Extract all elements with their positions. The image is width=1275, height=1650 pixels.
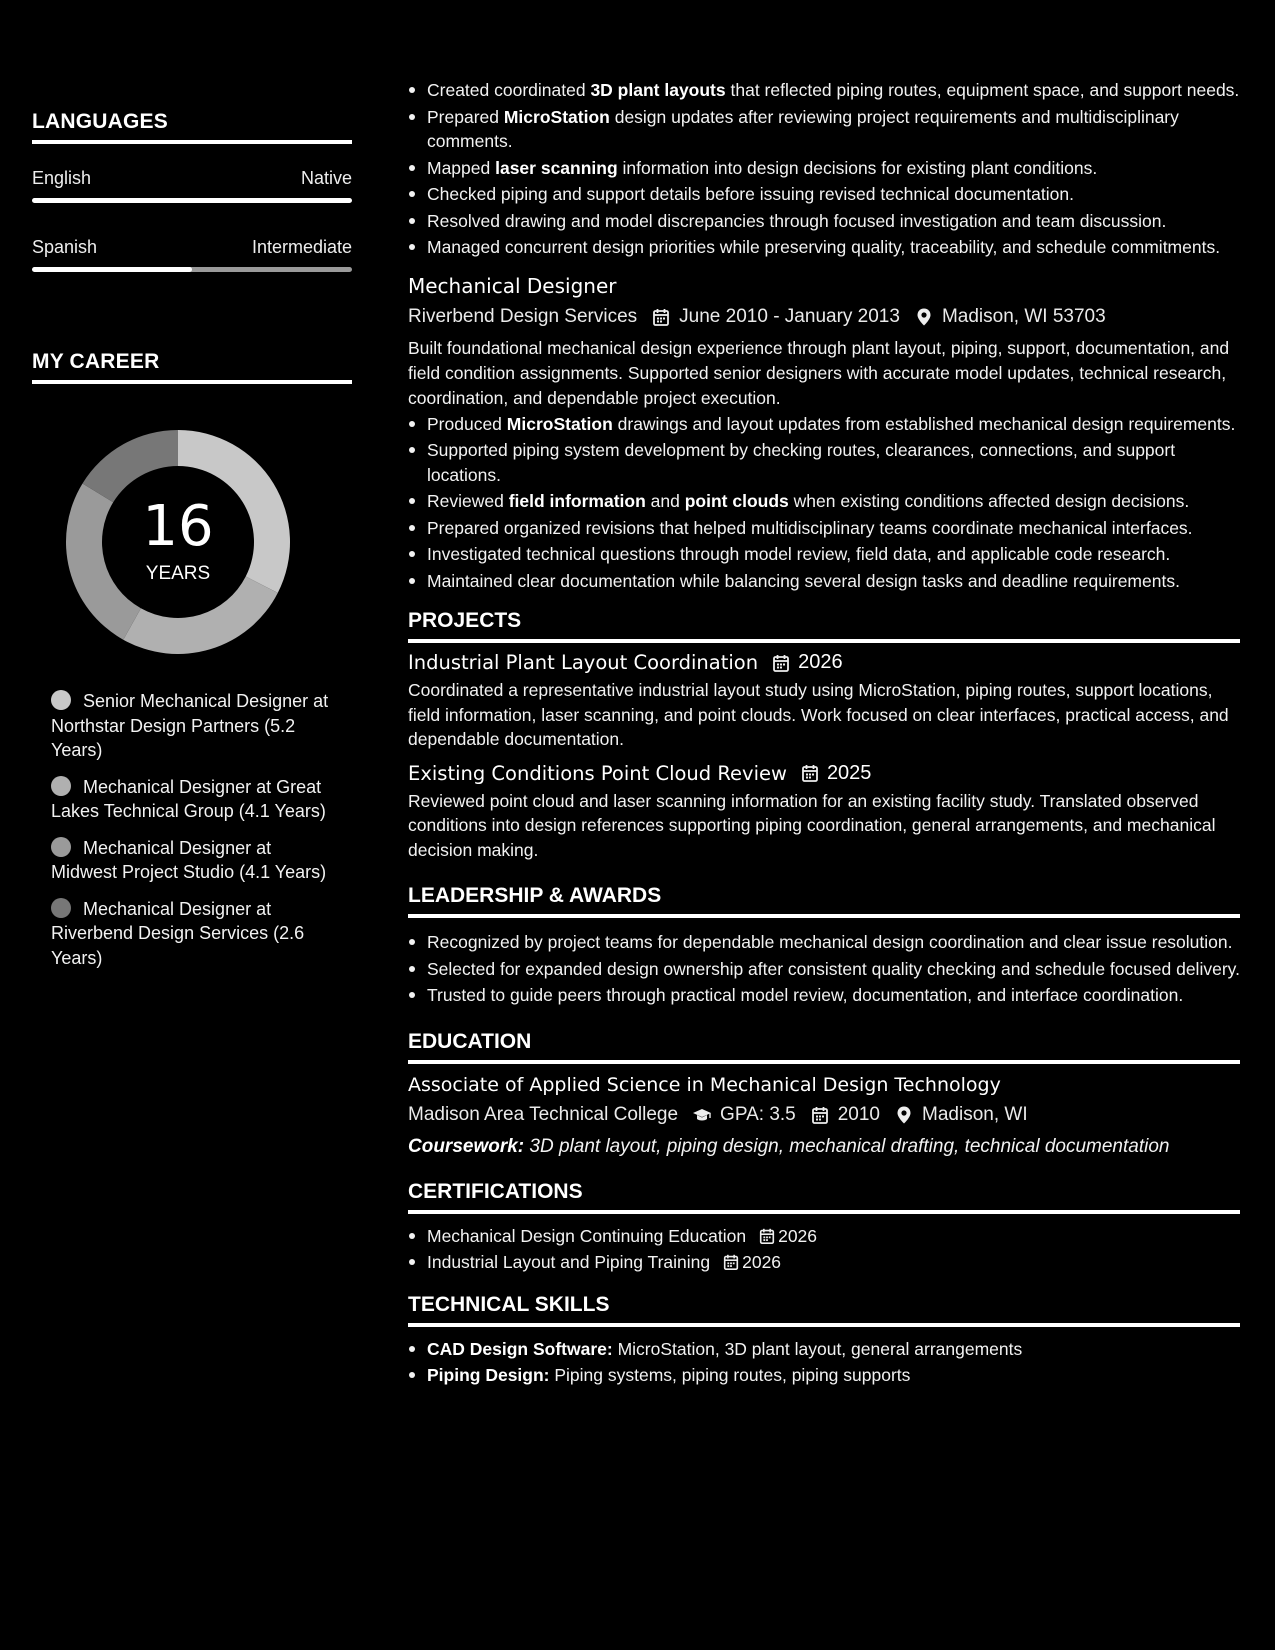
bullet-item: Checked piping and support details before issuing revised technical documentation.	[408, 182, 1240, 207]
certification-item: Industrial Layout and Piping Training 2026	[408, 1250, 1240, 1275]
location-pin-icon	[894, 1105, 914, 1125]
bullet-item: Produced MicroStation drawings and layout updates from established mechanical design requirements.	[408, 412, 1240, 437]
certifications-section	[408, 1180, 1240, 1275]
career-total-years: 16	[142, 494, 214, 559]
certifications-heading-rule	[408, 1210, 1240, 1214]
bullet-item: Trusted to guide peers through practical model review, documentation, and interface coordination.	[408, 983, 1240, 1008]
education-gpa: GPA: 3.5	[720, 1103, 796, 1125]
leadership-heading: LEADERSHIP & AWARDS	[408, 884, 662, 907]
language-item-english	[32, 168, 352, 203]
language-proficiency-fill	[32, 198, 352, 203]
calendar-icon	[758, 1227, 776, 1245]
career-legend-text: Mechanical Designer at Riverbend Design Services (2.6 Years)	[51, 898, 305, 968]
projects-heading: PROJECTS	[408, 609, 522, 632]
bullet-item: Resolved drawing and model discrepancies through focused investigation and team discussion.	[408, 209, 1240, 234]
calendar-icon	[771, 653, 791, 673]
job-bullets	[408, 412, 1240, 594]
graduation-cap-icon	[692, 1105, 712, 1125]
skills-section	[408, 1293, 1240, 1388]
career-legend	[51, 689, 341, 982]
bullet-item: Mapped laser scanning information into design decisions for existing plant conditions.	[408, 156, 1240, 181]
project-title: Industrial Plant Layout Coordination	[408, 651, 759, 674]
project-item	[408, 762, 1240, 863]
bullet-item: Managed concurrent design priorities while preserving quality, traceability, and schedule commitments.	[408, 235, 1240, 260]
job-company: Riverbend Design Services	[408, 305, 638, 327]
languages-heading-rule	[32, 140, 352, 144]
projects-heading-rule	[408, 639, 1240, 643]
career-heading: MY CAREER	[32, 350, 160, 373]
language-proficiency-fill	[32, 267, 192, 272]
certification-item: Mechanical Design Continuing Education 2026	[408, 1224, 1240, 1249]
job-dates: June 2010 - January 2013	[679, 305, 900, 327]
education-section	[408, 1030, 1240, 1158]
legend-dot-icon	[51, 898, 71, 918]
career-legend-item	[51, 836, 341, 885]
projects-section	[408, 609, 1240, 862]
career-legend-text: Mechanical Designer at Midwest Project Studio (4.1 Years)	[51, 837, 327, 882]
career-legend-item	[51, 897, 341, 971]
bullet-item: Prepared organized revisions that helped multidisciplinary teams coordinate mechanical interfaces.	[408, 516, 1240, 541]
project-year: 2026	[798, 651, 843, 673]
leadership-heading-rule	[408, 914, 1240, 918]
main-content	[408, 78, 1240, 1390]
leadership-list	[408, 930, 1240, 1008]
calendar-icon	[722, 1253, 740, 1271]
languages-heading: LANGUAGES	[32, 110, 168, 133]
bullet-item: Created coordinated 3D plant layouts that reflected piping routes, equipment space, and support needs.	[408, 78, 1240, 103]
career-legend-text: Senior Mechanical Designer at Northstar Design Partners (5.2 Years)	[51, 691, 329, 760]
career-legend-item	[51, 689, 341, 763]
education-heading-rule	[408, 1060, 1240, 1064]
certifications-heading: CERTIFICATIONS	[408, 1179, 583, 1203]
job-entry	[408, 274, 1240, 594]
job-summary: Built foundational mechanical design experience through plant layout, piping, support, documentation, and field condition assignments. Supported senior designers with accurate model updates, technical research, coordination, and dependable project execution.	[408, 337, 1230, 408]
education-school: Madison Area Technical College	[408, 1103, 679, 1125]
career-total-unit: YEARS	[145, 563, 211, 584]
skills-list	[408, 1337, 1240, 1388]
project-item	[408, 651, 1240, 752]
language-name: English	[32, 168, 92, 188]
education-year: 2010	[837, 1103, 881, 1125]
legend-dot-icon	[51, 776, 71, 796]
donut-center	[66, 430, 290, 654]
bullet-item: Recognized by project teams for dependable mechanical design coordination and clear issue resolution.	[408, 930, 1240, 955]
bullet-item: Reviewed field information and point clouds when existing conditions affected design decisions.	[408, 489, 1240, 514]
skills-heading: TECHNICAL SKILLS	[408, 1292, 610, 1316]
bullet-item: Investigated technical questions through model review, field data, and applicable code research.	[408, 542, 1240, 567]
career-heading-rule	[32, 380, 352, 384]
job-meta	[408, 306, 1240, 328]
language-level: Native	[300, 168, 352, 188]
bullet-item: Supported piping system development by checking routes, clearances, connections, and support locations.	[408, 438, 1240, 487]
career-donut-chart	[66, 430, 290, 654]
job-location: Madison, WI 53703	[941, 305, 1106, 327]
bullet-item: Prepared MicroStation design updates after reviewing project requirements and multidisciplinary comments.	[408, 105, 1240, 154]
prev-job-bullets	[408, 78, 1240, 260]
education-location: Madison, WI	[922, 1103, 1028, 1125]
job-title: Mechanical Designer	[408, 273, 617, 298]
skill-item: Piping Design: Piping systems, piping routes, piping supports	[408, 1363, 1240, 1388]
leadership-section	[408, 884, 1240, 1008]
legend-dot-icon	[51, 837, 71, 857]
education-meta	[408, 1104, 1240, 1126]
calendar-icon	[810, 1105, 830, 1125]
bullet-item: Maintained clear documentation while balancing several design tasks and deadline requirements.	[408, 569, 1240, 594]
calendar-icon	[800, 763, 820, 783]
project-description: Reviewed point cloud and laser scanning information for an existing facility study. Translated observed conditions into design references supporting piping coordination, general arrangements, and mechanical decision making.	[408, 790, 1216, 860]
language-item-spanish	[32, 237, 352, 272]
language-level: Intermediate	[251, 237, 352, 257]
career-legend-text: Mechanical Designer at Great Lakes Technical Group (4.1 Years)	[51, 776, 326, 821]
career-legend-item	[51, 775, 341, 824]
legend-dot-icon	[51, 690, 71, 710]
location-pin-icon	[914, 307, 934, 327]
career-section	[32, 350, 352, 384]
language-name: Spanish	[32, 237, 98, 257]
language-proficiency-bar	[32, 198, 352, 203]
project-description: Coordinated a representative industrial layout study using MicroStation, piping routes, support locations, field information, laser scanning, and point clouds. Work focused on clear interfaces, practical access, and dependable documentation.	[408, 680, 1229, 749]
project-title: Existing Conditions Point Cloud Review	[408, 761, 787, 785]
calendar-icon	[651, 307, 671, 327]
education-degree: Associate of Applied Science in Mechanical Design Technology	[408, 1073, 1001, 1096]
education-heading: EDUCATION	[408, 1029, 532, 1053]
project-year: 2025	[826, 761, 872, 784]
education-coursework: Coursework: 3D plant layout, piping design, mechanical drafting, technical documentation	[408, 1135, 1170, 1157]
skill-item: CAD Design Software: MicroStation, 3D plant layout, general arrangements	[408, 1337, 1240, 1362]
languages-section	[32, 110, 352, 272]
certifications-list	[408, 1224, 1240, 1275]
bullet-item: Selected for expanded design ownership after consistent quality checking and schedule focused delivery.	[408, 957, 1240, 982]
language-proficiency-bar	[32, 267, 352, 272]
skills-heading-rule	[408, 1323, 1240, 1327]
